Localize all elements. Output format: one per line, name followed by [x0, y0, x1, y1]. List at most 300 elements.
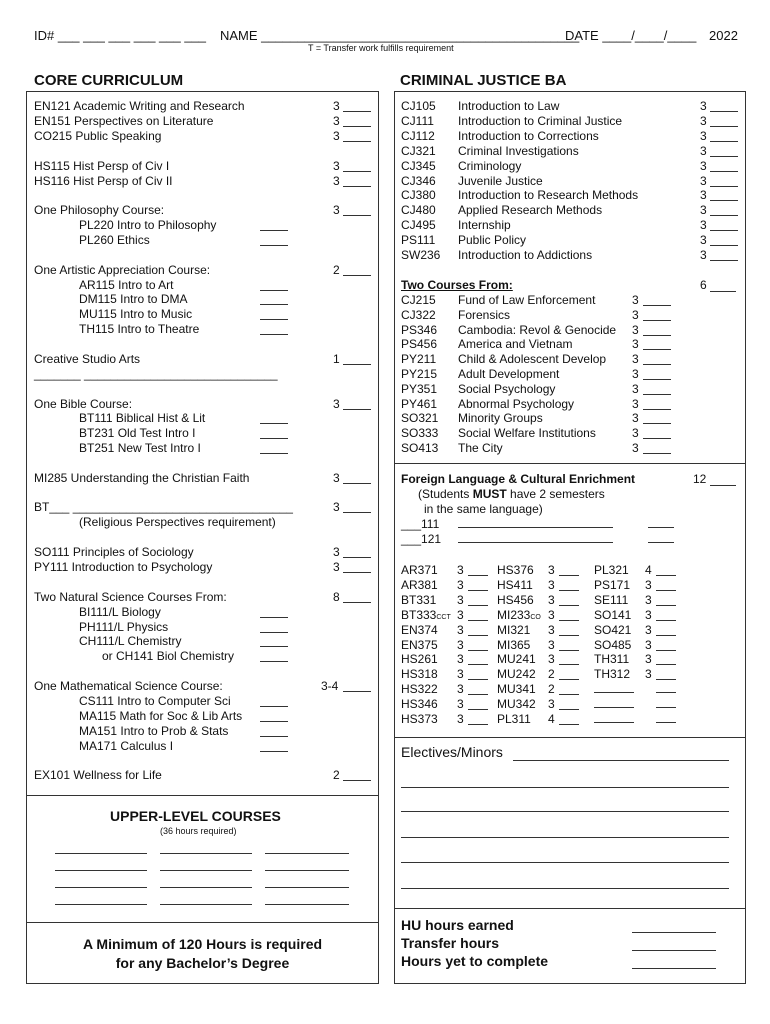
enrichment-course-blank[interactable] [559, 709, 579, 710]
cj-course-blank[interactable] [710, 200, 738, 201]
cj-elective-credits: 3 [632, 426, 639, 441]
enrichment-course-credits: 3 [457, 637, 464, 652]
date-field[interactable]: DATE ____/____/____ [565, 28, 697, 43]
enrichment-course-code [401, 638, 438, 652]
enrichment-course-credits: 3 [645, 637, 652, 652]
enrichment-course-code [401, 623, 438, 637]
enrichment-course-credits: 3 [457, 712, 464, 726]
enrichment-course-blank[interactable] [559, 679, 579, 680]
cj-elective-blank[interactable] [643, 305, 671, 306]
enrichment-course-code [497, 623, 530, 637]
divider-electives [394, 737, 746, 738]
enrichment-extra-code-blank[interactable] [594, 692, 634, 693]
core-course-credits: 3 [333, 174, 340, 188]
enrichment-extra-credit-blank[interactable] [656, 707, 676, 708]
enrichment-course-code [594, 563, 629, 577]
enrichment-course-blank[interactable] [468, 724, 488, 725]
enrichment-course-blank[interactable] [559, 694, 579, 695]
enrichment-course-blank[interactable] [468, 679, 488, 680]
upper-level-blank[interactable] [265, 887, 349, 888]
enrichment-course-code-text: MI233 [497, 607, 531, 622]
cj-elective-credits: 3 [632, 322, 639, 337]
enrichment-course-code-text: HS373 [401, 712, 438, 726]
enrichment-course-blank[interactable] [656, 664, 676, 665]
cj-course-code: CJ111 [401, 113, 434, 128]
option-blank[interactable] [260, 617, 288, 618]
cj-course-credits: 3 [700, 188, 707, 203]
core-course-label: One Bible Course: [34, 397, 133, 411]
two-courses-credit-value: 6 [700, 278, 707, 292]
option-blank[interactable] [260, 632, 288, 633]
cj-elective-blank[interactable] [643, 394, 671, 395]
core-course-label: EN121 Academic Writing and Research [34, 99, 245, 113]
cj-course-credits: 3 [700, 158, 707, 173]
year-label: 2022 [709, 28, 738, 43]
option-blank[interactable] [260, 304, 288, 305]
cj-elective-name: Forensics [458, 307, 511, 322]
enrichment-course-code [594, 593, 628, 607]
core-course-label: DM115 Intro to DMA [79, 292, 188, 306]
enrichment-extra-credit-blank[interactable] [656, 722, 676, 723]
enrichment-course-blank[interactable] [468, 635, 488, 636]
language-111-blank[interactable] [458, 527, 613, 528]
cj-elective-blank[interactable] [643, 453, 671, 454]
enrichment-course-credits: 3 [457, 563, 464, 577]
upper-level-blank[interactable] [160, 853, 252, 854]
core-course-blank[interactable] [343, 572, 371, 573]
enrichment-course-blank[interactable] [559, 590, 579, 591]
electives-blank[interactable] [401, 787, 729, 788]
enrichment-course-credits: 3 [645, 592, 652, 607]
upper-level-subtitle: (36 hours required) [160, 826, 237, 836]
upper-level-blank[interactable] [55, 887, 147, 888]
core-course-credits: 3 [333, 159, 340, 173]
enrichment-course-blank[interactable] [468, 694, 488, 695]
transfer-hours-label: Transfer hours [401, 935, 500, 951]
core-course-label: CH111/L Chemistry [79, 634, 182, 648]
enrichment-course-credits: 3 [645, 652, 652, 667]
enrichment-extra-code-blank[interactable] [594, 707, 634, 708]
cj-elective-blank[interactable] [643, 335, 671, 336]
enrichment-course-credits: 3 [548, 697, 555, 712]
option-blank[interactable] [260, 736, 288, 737]
upper-level-blank[interactable] [265, 904, 349, 905]
language-111-credit-blank[interactable] [648, 527, 674, 528]
id-field[interactable]: ID# ___ ___ ___ ___ ___ ___ [34, 28, 207, 43]
cj-course-credits: 3 [700, 218, 707, 233]
cj-course-blank[interactable] [710, 245, 738, 246]
cj-course-name: Internship [458, 218, 511, 233]
core-course-blank[interactable] [343, 111, 371, 112]
enrichment-course-code-text: EN375 [401, 637, 438, 652]
foreign-note-must: MUST [472, 487, 507, 501]
cj-course-name: Introduction to Research Methods [458, 188, 639, 203]
cj-course-blank[interactable] [710, 126, 738, 127]
cj-elective-credits: 3 [632, 293, 639, 307]
enrichment-course-credits: 3 [548, 592, 555, 607]
cj-elective-name: Child & Adolescent Develop [458, 352, 607, 367]
cj-course-blank[interactable] [710, 230, 738, 231]
enrichment-course-code [594, 608, 631, 622]
option-blank[interactable] [260, 661, 288, 662]
cj-elective-blank[interactable] [643, 438, 671, 439]
electives-blank[interactable] [401, 837, 729, 838]
option-blank[interactable] [260, 438, 288, 439]
core-course-blank[interactable] [343, 186, 371, 187]
transfer-hours-blank[interactable] [632, 950, 716, 951]
core-course-blank[interactable] [343, 512, 371, 513]
enrichment-course-suffix: CO [530, 613, 541, 621]
electives-blank-0[interactable] [513, 760, 729, 761]
upper-level-blank[interactable] [265, 870, 349, 871]
cj-course-name: Criminal Investigations [458, 143, 579, 158]
enrichment-course-code [401, 697, 438, 711]
cj-course-blank[interactable] [710, 186, 738, 187]
cj-course-name: Criminology [458, 158, 522, 173]
core-course-credits: 3 [333, 99, 340, 113]
core-course-credits: 1 [333, 352, 340, 366]
enrichment-course-blank[interactable] [656, 650, 676, 651]
enrichment-course-code [401, 563, 438, 577]
enrichment-course-blank[interactable] [656, 679, 676, 680]
core-course-label: CS111 Intro to Computer Sci [79, 694, 231, 708]
core-course-label: MA151 Intro to Prob & Stats [79, 724, 229, 738]
cj-elective-code: CJ215 [401, 293, 436, 307]
enrichment-course-credits: 3 [548, 652, 555, 667]
enrichment-course-credits: 3 [457, 682, 464, 697]
two-courses-blank[interactable] [710, 280, 736, 292]
core-course-credits: 3 [333, 560, 340, 574]
core-course-blank[interactable] [343, 557, 371, 558]
upper-level-blank[interactable] [160, 887, 252, 888]
enrichment-course-blank[interactable] [468, 575, 488, 576]
enrichment-course-credits: 3 [457, 697, 464, 712]
enrichment-course-blank[interactable] [468, 650, 488, 651]
core-course-blank[interactable] [343, 483, 371, 484]
option-blank[interactable] [260, 423, 288, 424]
upper-level-blank[interactable] [55, 904, 147, 905]
core-course-credits: 3 [333, 129, 340, 143]
cj-course-code: CJ321 [401, 143, 436, 158]
core-course-credits: 3 [333, 500, 340, 514]
core-course-blank[interactable] [343, 141, 371, 142]
cj-elective-code: PS346 [401, 322, 438, 337]
enrichment-course-code [594, 667, 630, 681]
cj-elective-blank[interactable] [643, 349, 671, 350]
cj-elective-credits: 3 [632, 337, 639, 352]
electives-blank[interactable] [401, 811, 729, 812]
enrichment-course-credits: 3 [457, 667, 464, 682]
enrichment-extra-code-blank[interactable] [594, 722, 634, 723]
core-course-label: One Philosophy Course: [34, 203, 165, 217]
cj-course-code: CJ112 [401, 128, 435, 143]
enrichment-course-blank[interactable] [468, 620, 488, 621]
upper-level-blank[interactable] [160, 870, 252, 871]
core-course-blank[interactable] [343, 691, 371, 692]
cj-course-credits: 3 [700, 203, 707, 218]
cj-elective-blank[interactable] [643, 364, 671, 365]
option-blank[interactable] [260, 721, 288, 722]
enrichment-course-credits: 3 [548, 577, 555, 592]
divider-foreign [394, 463, 746, 464]
cj-course-blank[interactable] [710, 260, 738, 261]
enrichment-course-blank[interactable] [656, 620, 676, 621]
core-course-label: MA171 Calculus I [79, 739, 174, 753]
enrichment-course-blank[interactable] [656, 605, 676, 606]
divider-hours [394, 908, 746, 909]
language-111[interactable]: ___111 [401, 517, 440, 531]
cj-course-blank[interactable] [710, 111, 738, 112]
core-course-label: MI285 Understanding the Christian Faith [34, 471, 250, 485]
cj-elective-code: CJ322 [401, 307, 436, 322]
cj-elective-code: PY461 [401, 396, 438, 411]
foreign-note [418, 487, 605, 501]
core-course-label: EX101 Wellness for Life [34, 768, 162, 782]
option-blank[interactable] [260, 646, 288, 647]
enrichment-course-code-text: SO141 [594, 607, 632, 622]
enrichment-course-credits: 3 [457, 622, 464, 637]
enrichment-course-credits: 3 [548, 622, 555, 637]
upper-level-blank[interactable] [265, 853, 349, 854]
cj-course-credits: 3 [700, 113, 707, 128]
core-course-label: BT111 Biblical Hist & Lit [79, 411, 206, 425]
foreign-note2: in the same language) [424, 502, 543, 516]
enrichment-course-blank[interactable] [468, 664, 488, 665]
enrichment-course-blank[interactable] [656, 590, 676, 591]
enrichment-course-blank[interactable] [559, 575, 579, 576]
cj-elective-name: Minority Groups [458, 411, 543, 426]
cj-elective-name: Cambodia: Revol & Genocide [458, 322, 617, 337]
enrichment-course-blank[interactable] [468, 605, 488, 606]
enrichment-course-code [497, 652, 536, 666]
enrichment-course-blank[interactable] [559, 664, 579, 665]
foreign-credit-blank[interactable] [710, 474, 736, 486]
enrichment-course-code [401, 667, 438, 681]
cj-course-name: Juvenile Justice [458, 173, 543, 188]
option-blank[interactable] [260, 453, 288, 454]
enrichment-course-code [594, 578, 630, 592]
core-course-label: Creative Studio Arts [34, 352, 141, 366]
core-course-credits: 3-4 [321, 679, 339, 693]
core-course-label: AR115 Intro to Art [79, 278, 174, 292]
enrichment-course-code [497, 682, 536, 696]
enrichment-course-blank[interactable] [656, 575, 676, 576]
core-course-blank[interactable] [343, 409, 371, 410]
cj-elective-name: Social Psychology [458, 381, 556, 396]
core-course-blank[interactable] [343, 126, 371, 127]
cj-elective-blank[interactable] [643, 320, 671, 321]
cj-course-credits: 3 [700, 248, 707, 262]
enrichment-course-blank[interactable] [559, 635, 579, 636]
core-course-credits: 3 [333, 397, 340, 411]
option-blank[interactable] [260, 245, 288, 246]
cj-course-code: CJ345 [401, 158, 436, 173]
cj-course-credits: 3 [700, 233, 707, 248]
enrichment-course-credits: 3 [645, 622, 652, 637]
cj-course-blank[interactable] [710, 171, 738, 172]
enrichment-course-code-text: TH311 [594, 652, 630, 667]
enrichment-course-credits: 2 [548, 682, 555, 697]
enrichment-course-code [401, 682, 438, 696]
cj-course-code: CJ495 [401, 218, 436, 233]
electives-blank[interactable] [401, 862, 729, 863]
option-blank[interactable] [260, 751, 288, 752]
core-course-label: (Religious Perspectives requirement) [79, 515, 276, 529]
upper-level-blank[interactable] [160, 904, 252, 905]
core-course-credits: 3 [333, 545, 340, 559]
core-course-credits: 3 [333, 114, 340, 128]
hu-hours-blank[interactable] [632, 932, 716, 933]
enrichment-course-code-text: AR381 [401, 577, 438, 592]
enrichment-course-blank[interactable] [559, 650, 579, 651]
hours-yet-blank[interactable] [632, 968, 716, 969]
enrichment-course-code-text: SE111 [594, 592, 629, 607]
enrichment-course-code [497, 578, 533, 592]
core-course-credits: 3 [333, 471, 340, 485]
enrichment-course-credits: 3 [645, 607, 652, 622]
enrichment-course-code-text: PS171 [594, 577, 631, 592]
enrichment-course-code [594, 638, 631, 652]
enrichment-course-suffix: CCT [436, 613, 451, 621]
language-121-blank[interactable] [458, 542, 613, 543]
cj-course-credits: 3 [700, 99, 707, 113]
enrichment-course-credits: 3 [457, 577, 464, 592]
enrichment-course-credits: 3 [457, 652, 464, 667]
cj-course-blank[interactable] [710, 156, 738, 157]
cj-course-blank[interactable] [710, 141, 738, 142]
cj-elective-credits: 3 [632, 307, 639, 322]
option-blank[interactable] [260, 230, 288, 231]
cj-course-name: Introduction to Corrections [458, 128, 599, 143]
electives-blank[interactable] [401, 888, 729, 889]
enrichment-course-code-text: MI365 [497, 637, 531, 652]
core-course-label: Two Natural Science Courses From: [34, 590, 227, 604]
cj-course-credits: 3 [700, 173, 707, 188]
enrichment-course-code-text: HS411 [497, 577, 533, 592]
enrichment-course-code [594, 623, 631, 637]
core-course-label: PL260 Ethics [79, 233, 150, 247]
electives-label: Electives/Minors [401, 744, 503, 760]
divider-minimum [26, 922, 379, 923]
enrichment-course-code [497, 638, 530, 652]
divider-upper [26, 795, 379, 796]
enrichment-course-code-text: HS318 [401, 667, 438, 682]
cj-elective-code: PY215 [401, 367, 438, 381]
minimum-hours-line2: for any Bachelor’s Degree [115, 955, 290, 971]
enrichment-course-blank[interactable] [559, 605, 579, 606]
cj-elective-name: Fund of Law Enforcement [458, 293, 596, 307]
enrichment-course-code [401, 712, 438, 726]
core-course-credits: 2 [333, 768, 340, 782]
enrichment-course-code [401, 593, 436, 607]
enrichment-course-code [497, 697, 536, 711]
cj-elective-name: Abnormal Psychology [458, 396, 575, 411]
core-course-blank[interactable] [343, 215, 371, 216]
two-courses-label: Two Courses From: [401, 278, 513, 292]
enrichment-course-code [497, 608, 541, 622]
enrichment-extra-credit-blank[interactable] [656, 692, 676, 693]
core-course-label: PY111 Introduction to Psychology [34, 560, 213, 574]
core-course-label: EN151 Perspectives on Literature [34, 114, 214, 128]
enrichment-course-blank[interactable] [559, 724, 579, 725]
language-121-credit-blank[interactable] [648, 542, 674, 543]
core-course-label: TH115 Intro to Theatre [79, 322, 200, 336]
upper-level-blank[interactable] [55, 853, 147, 854]
enrichment-course-code-text: BT331 [401, 592, 437, 607]
core-course-blank[interactable] [343, 364, 371, 365]
core-course-blank[interactable] [343, 275, 371, 276]
upper-level-blank[interactable] [55, 870, 147, 871]
core-course-label: BT___ _________________________________ [34, 500, 293, 514]
core-course-blank[interactable] [343, 602, 371, 603]
cj-elective-code: PY211 [401, 352, 437, 367]
cj-course-code: CJ480 [401, 203, 436, 218]
cj-elective-blank[interactable] [643, 409, 671, 410]
enrichment-course-code-text: EN374 [401, 622, 438, 637]
cj-course-name: Public Policy [458, 233, 527, 248]
cj-elective-credits: 3 [632, 411, 639, 426]
name-field[interactable]: NAME ____________________________________________ [220, 28, 580, 43]
core-course-blank[interactable] [343, 780, 371, 781]
core-course-label: or CH141 Biol Chemistry [102, 649, 235, 663]
enrichment-course-blank[interactable] [559, 620, 579, 621]
enrichment-course-code-text: SO421 [594, 622, 632, 637]
right-panel [394, 91, 746, 984]
criminal-justice-title: CRIMINAL JUSTICE BA [400, 72, 567, 89]
option-blank[interactable] [260, 290, 288, 291]
core-course-blank[interactable] [343, 171, 371, 172]
core-course-label: MU115 Intro to Music [79, 307, 193, 321]
core-course-label: BI111/L Biology [79, 605, 161, 619]
option-blank[interactable] [260, 334, 288, 335]
cj-elective-blank[interactable] [643, 423, 671, 424]
language-121[interactable]: ___121 [401, 532, 442, 546]
enrichment-course-code-text: MI321 [497, 622, 531, 637]
hours-yet-label: Hours yet to complete [401, 953, 549, 969]
transfer-note: T = Transfer work fulfills requirement [308, 43, 454, 53]
core-course-label: SO111 Principles of Sociology [34, 545, 194, 559]
enrichment-course-blank[interactable] [468, 590, 488, 591]
enrichment-course-blank[interactable] [468, 709, 488, 710]
enrichment-course-code [497, 593, 534, 607]
core-course-credits: 2 [333, 263, 340, 277]
core-course-label: HS116 Hist Persp of Civ II [34, 174, 173, 188]
cj-elective-name: Adult Development [458, 367, 560, 381]
cj-elective-code: PS456 [401, 337, 438, 352]
enrichment-course-code-text: HS376 [497, 563, 534, 577]
enrichment-course-code-text: HS456 [497, 592, 534, 607]
cj-elective-name: Social Welfare Institutions [458, 426, 596, 441]
cj-elective-credits: 3 [632, 381, 639, 396]
cj-course-name: Introduction to Law [458, 99, 560, 113]
cj-elective-blank[interactable] [643, 379, 671, 380]
option-blank[interactable] [260, 706, 288, 707]
enrichment-course-credits: 3 [457, 592, 464, 607]
minimum-hours-line1: A Minimum of 120 Hours is required [82, 936, 323, 952]
enrichment-course-blank[interactable] [656, 635, 676, 636]
cj-course-blank[interactable] [710, 215, 738, 216]
cj-course-code: CJ346 [401, 173, 436, 188]
core-course-label: BT231 Old Test Intro I [79, 426, 196, 440]
enrichment-course-code-text: HS261 [401, 652, 438, 667]
option-blank[interactable] [260, 319, 288, 320]
core-course-label: MA115 Math for Soc & Lib Arts [79, 709, 243, 723]
enrichment-course-credits: 3 [548, 607, 555, 622]
enrichment-course-code [497, 563, 534, 577]
cj-course-code: PS111 [401, 233, 436, 248]
core-course-label: PH111/L Physics [79, 620, 169, 634]
enrichment-course-credits: 3 [548, 637, 555, 652]
